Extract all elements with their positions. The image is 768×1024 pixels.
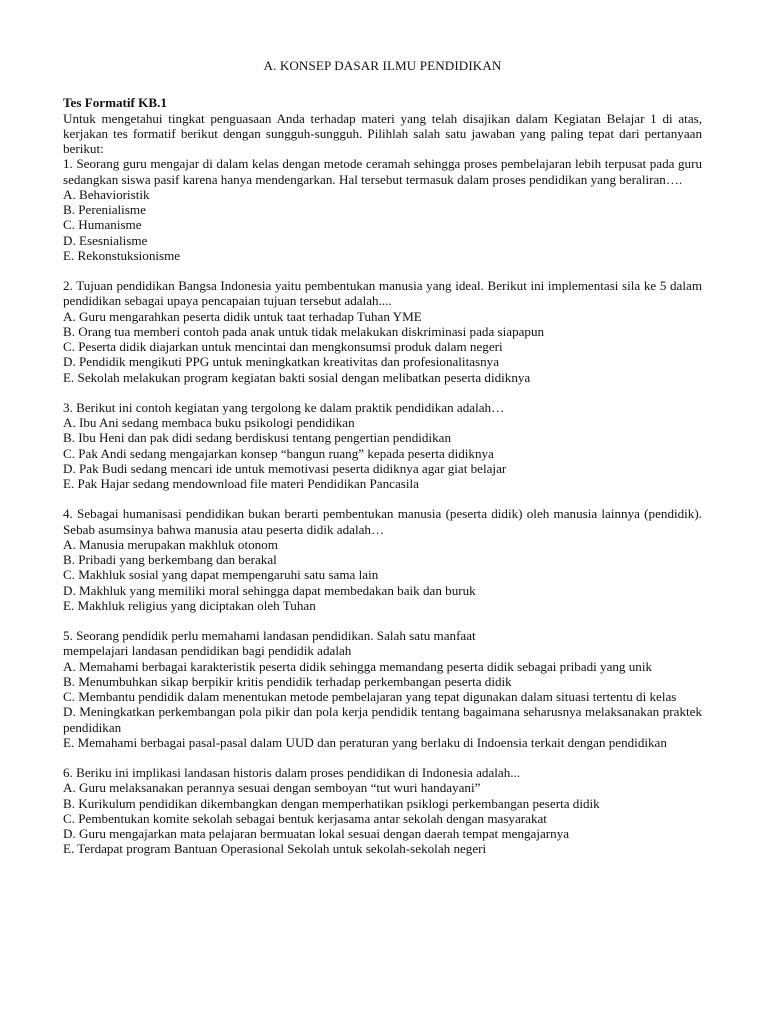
option-d: D. Esesnialisme <box>63 232 148 248</box>
option-e: E. Memahami berbagai pasal-pasal dalam UUD dan peraturan yang berlaku di Indoensia terkait dengan pendidikan <box>63 734 667 750</box>
option-b: B. Ibu Heni dan pak didi sedang berdiskusi tentang pengertian pendidikan <box>63 430 451 446</box>
option-a: A. Ibu Ani sedang membaca buku psikologi pendidikan <box>63 415 355 430</box>
document-subtitle: Tes Formatif KB.1 <box>63 95 167 111</box>
question-4 <box>63 506 702 613</box>
document-title: A. KONSEP DASAR ILMU PENDIDIKAN <box>263 58 502 73</box>
question-2 <box>63 278 702 385</box>
option-b: B. Menumbuhkan sikap berpikir kritis pendidik terhadap perkembangan peserta didik <box>63 673 512 689</box>
instructions-paragraph: Untuk mengetahui tingkat penguasaan Anda terhadap materi yang telah disajikan dalam Kegiatan Belajar 1 di atas, kerjakan tes formatif berikut dengan sungguh-sungguh. Pilihlah salah satu jawaban yang paling tepat dari pertanyaan berikut: <box>63 110 702 156</box>
option-c: C. Humanisme <box>63 217 142 233</box>
option-a: A. Behavioristik <box>63 186 150 202</box>
question-stem: 6. Beriku ini implikasi landasan historis dalam proses pendidikan di Indonesia adalah... <box>63 765 521 780</box>
question-5 <box>63 628 702 750</box>
option-b: B. Pribadi yang berkembang dan berakal <box>63 552 277 567</box>
option-a: A. Guru melaksanakan perannya sesuai dengan semboyan “tut wuri handayani” <box>63 780 481 796</box>
option-d: D. Pendidik mengikuti PPG untuk meningkatkan kreativitas dan profesionalitasnya <box>63 354 500 370</box>
question-6 <box>63 765 702 857</box>
option-d: D. Makhluk yang memiliki moral sehingga dapat membedakan baik dan buruk <box>63 582 476 598</box>
question-stem: 1. Seorang guru mengajar di dalam kelas dengan metode ceramah sehingga proses pembelajaran lebih terpusat pada guru sedangkan siswa pasif karena hanya mendengarkan. Hal tersebut termasuk dalam proses pendidikan yang beraliran…. <box>63 156 702 187</box>
question-1 <box>63 156 702 263</box>
option-a: A. Guru mengarahkan peserta didik untuk taat terhadap Tuhan YME <box>63 308 422 324</box>
option-e: E. Pak Hajar sedang mendownload file materi Pendidikan Pancasila <box>63 476 419 491</box>
option-e: E. Terdapat program Bantuan Operasional Sekolah untuk sekolah-sekolah negeri <box>63 841 487 857</box>
option-e: E. Rekonstuksionisme <box>63 247 181 263</box>
option-b: B. Perenialisme <box>63 202 146 217</box>
option-b: B. Orang tua memberi contoh pada anak untuk tidak melakukan diskriminasi pada siapapun <box>63 323 545 339</box>
option-a: A. Manusia merupakan makhluk otonom <box>63 536 278 552</box>
option-c: C. Membantu pendidik dalam menentukan metode pembelajaran yang tepat digunakan dalam situasi tertentu di kelas <box>63 689 677 704</box>
option-d: D. Pak Budi sedang mencari ide untuk memotivasi peserta didiknya agar giat belajar <box>63 460 507 476</box>
question-stem: 4. Sebagai humanisasi pendidikan bukan berarti pembentukan manusia (peserta didik) oleh manusia lainnya (pendidik). Sebab asumsinya bahwa manusia atau peserta didik adalah… <box>63 506 702 537</box>
option-d: D. Guru mengajarkan mata pelajaran bermuatan lokal sesuai dengan daerah tempat mengajarnya <box>63 826 570 841</box>
option-c: C. Pak Andi sedang mengajarkan konsep “bangun ruang” kepada peserta didiknya <box>63 445 494 461</box>
option-e: E. Makhluk religius yang diciptakan oleh Tuhan <box>63 597 316 613</box>
question-stem: 2. Tujuan pendidikan Bangsa Indonesia yaitu pembentukan manusia yang ideal. Berikut ini implementasi sila ke 5 dalam pendidikan sebagai upaya pencapaian tujuan tersebut adalah.... <box>63 278 702 309</box>
option-c: C. Makhluk sosial yang dapat mempengaruhi satu sama lain <box>63 567 379 583</box>
option-e: E. Sekolah melakukan program kegiatan bakti sosial dengan melibatkan peserta didiknya <box>63 369 531 385</box>
option-a: A. Memahami berbagai karakteristik peserta didik sehingga memandang peserta didik sebagai pribadi yang unik <box>63 658 653 674</box>
question-stem-line: mempelajari landasan pendidikan bagi pendidik adalah <box>63 643 352 659</box>
option-c: C. Peserta didik diajarkan untuk mencintai dan mengkonsumsi produk dalam negeri <box>63 339 503 354</box>
question-stem-line: 5. Seorang pendidik perlu memahami landasan pendidikan. Salah satu manfaat <box>63 628 476 643</box>
option-b: B. Kurikulum pendidikan dikembangkan dengan memperhatikan psiklogi perkembangan peserta didik <box>63 795 600 811</box>
option-d: D. Meningkatkan perkembangan pola pikir dan pola kerja pendidik tentang bagaimana seharusnya melaksanakan praktek pendidikan <box>63 704 702 735</box>
question-3 <box>63 400 702 492</box>
question-stem: 3. Berikut ini contoh kegiatan yang tergolong ke dalam praktik pendidikan adalah… <box>63 399 505 415</box>
option-c: C. Pembentukan komite sekolah sebagai bentuk kerjasama antar sekolah dengan masyarakat <box>63 810 547 826</box>
